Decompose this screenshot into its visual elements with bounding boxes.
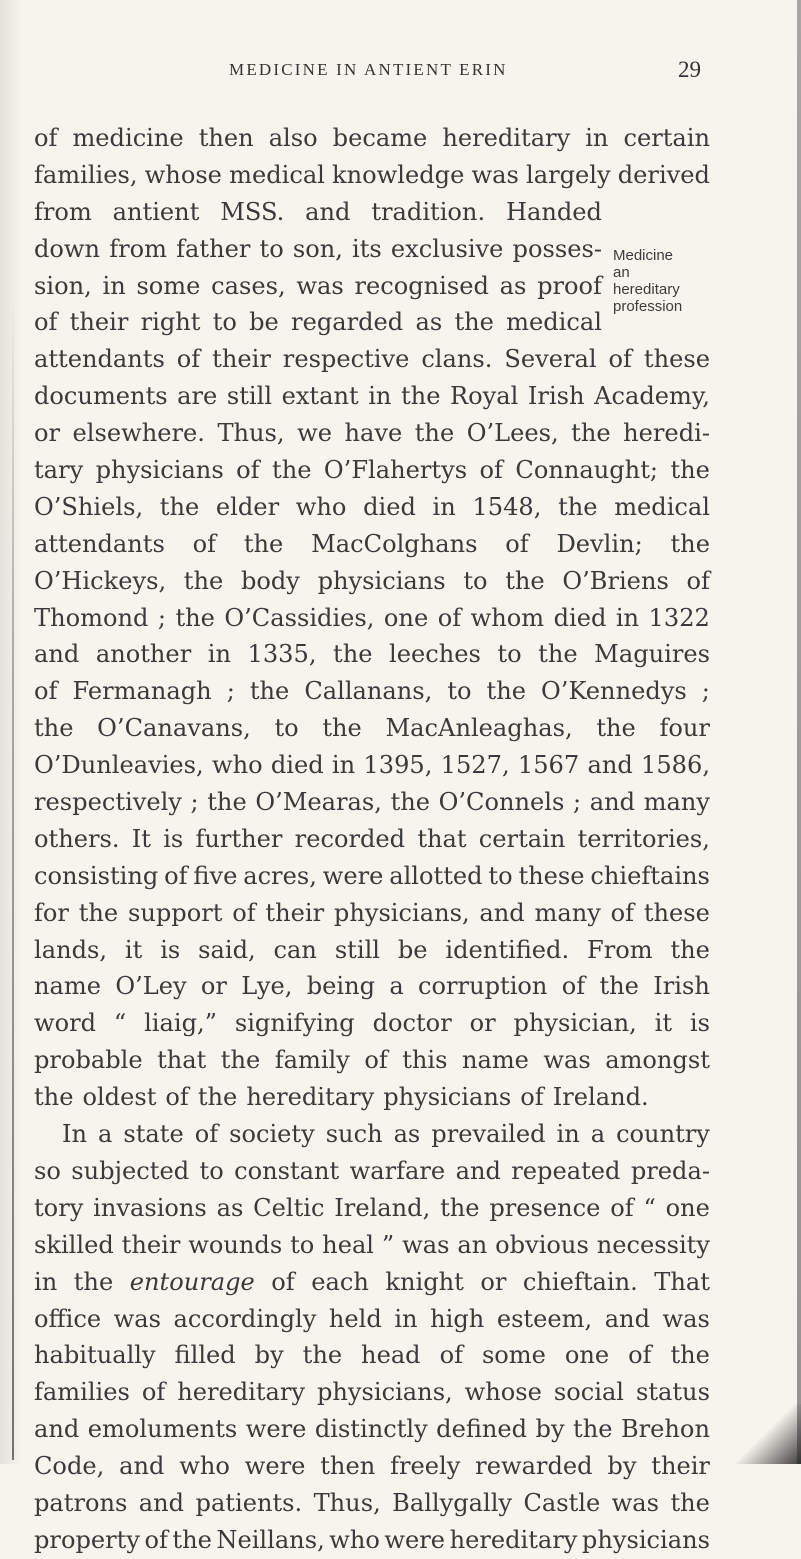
text-line: attendants of the MacColghans of Devlin; the xyxy=(34,529,710,558)
text-line: respectively ; the O’Mearas, the O’Connels ; and many xyxy=(34,788,710,817)
text-line: property of the Neillans, who were hereditary physicians xyxy=(34,1525,710,1554)
text-line: families of hereditary physicians, whose social status xyxy=(34,1378,710,1407)
text-line: attendants of their respective clans. Several of these xyxy=(34,345,710,374)
text-line: consisting of five acres, were allotted to these chieftains xyxy=(34,861,710,890)
text-line: probable that the family of this name was amongst xyxy=(34,1046,710,1075)
text-line: documents are still extant in the Royal Irish Academy, xyxy=(34,382,710,411)
text-line: word “ liaig,” signifying doctor or physician, it is xyxy=(34,1009,710,1038)
text-line: and another in 1335, the leeches to the Maguires xyxy=(34,640,710,669)
marginal-note-line: profession xyxy=(613,298,683,315)
binding-edge xyxy=(12,300,14,1460)
text-line: of their right to be regarded as the medical xyxy=(34,308,602,337)
text-line: sion, in some cases, was recognised as proof xyxy=(34,271,602,300)
binding-shadow xyxy=(0,0,22,1464)
text-line: Code, and who were then freely rewarded by their xyxy=(34,1452,710,1481)
text-line: so subjected to constant warfare and repeated preda- xyxy=(34,1156,710,1185)
text-line: or elsewhere. Thus, we have the O’Lees, the heredi- xyxy=(34,419,710,448)
text-line: tary physicians of the O’Flahertys of Connaught; the xyxy=(34,456,710,485)
text-line: in the entourage of each knight or chieftain. That xyxy=(34,1267,710,1296)
text-line: of Fermanagh ; the Callanans, to the O’Kennedys ; xyxy=(34,677,710,706)
text-line: In a state of society such as prevailed in a country xyxy=(62,1120,710,1149)
text-line: the oldest of the hereditary physicians of Ireland. xyxy=(34,1083,649,1112)
text-line: and emoluments were distinctly defined by the Brehon xyxy=(34,1415,710,1444)
marginal-note-line: an xyxy=(613,264,630,281)
text-line: office was accordingly held in high esteem, and was xyxy=(34,1304,710,1333)
running-title: MEDICINE IN ANTIENT ERIN xyxy=(229,60,508,79)
text-line: of medicine then also became hereditary in certain xyxy=(34,124,710,152)
page-number: 29 xyxy=(678,57,701,82)
text-line: name O’Ley or Lye, being a corruption of the Irish xyxy=(34,972,710,1001)
text-line: O’Shiels, the elder who died in 1548, the medical xyxy=(34,492,710,521)
text-line: from antient MSS. and tradition. Handed xyxy=(34,197,602,226)
text-line: O’Hickeys, the body physicians to the O’Briens of xyxy=(34,566,710,595)
text-line: the O’Canavans, to the MacAnleaghas, the four xyxy=(34,714,710,743)
text-line: families, whose medical knowledge was largely derived xyxy=(34,160,710,189)
text-line: Thomond ; the O’Cassidies, one of whom died in 1322 xyxy=(34,603,710,632)
marginal-note-line: Medicine xyxy=(613,247,674,264)
text-line: O’Dunleavies, who died in 1395, 1527, 1567 and 1586, xyxy=(34,751,710,780)
text-line: for the support of their physicians, and many of these xyxy=(34,898,710,927)
text-line: patrons and patients. Thus, Ballygally Castle was the xyxy=(34,1488,710,1517)
text-line: down from father to son, its exclusive posses- xyxy=(34,234,602,263)
text-line: skilled their wounds to heal ” was an obvious necessity xyxy=(34,1230,710,1259)
text-line: others. It is further recorded that certain territories, xyxy=(34,824,710,853)
text-line: habitually filled by the head of some one of the xyxy=(34,1341,710,1370)
running-head xyxy=(0,56,801,86)
marginal-note-line: hereditary xyxy=(613,281,680,298)
corner-shadow xyxy=(711,1404,801,1464)
page-edge xyxy=(797,0,801,1464)
text-line: tory invasions as Celtic Ireland, the presence of “ one xyxy=(34,1193,710,1222)
text-line: lands, it is said, can still be identified. From the xyxy=(34,935,710,964)
body-text xyxy=(34,120,710,1559)
